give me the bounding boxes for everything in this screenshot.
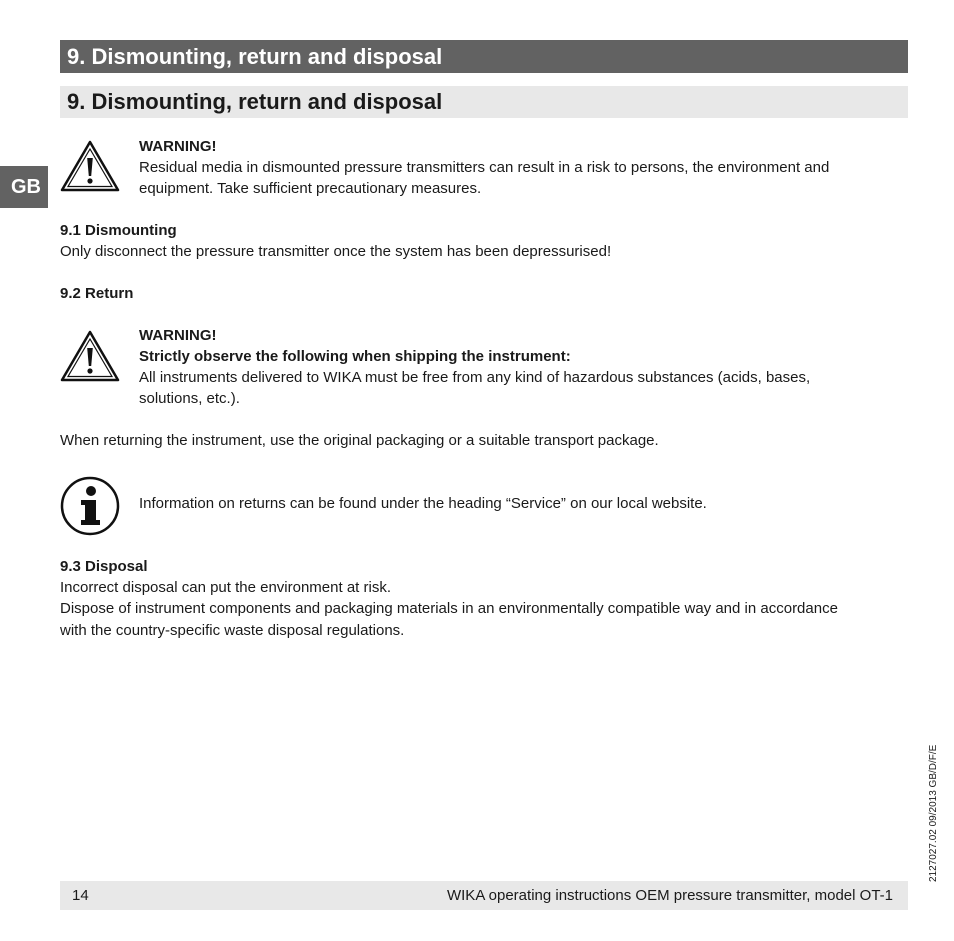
- warning-text-line: solutions, etc.).: [139, 390, 240, 407]
- page-footer: [60, 881, 908, 910]
- info-text: Information on returns can be found under the heading “Service” on our local website.: [139, 495, 707, 512]
- subsection-heading-dismounting: 9.1 Dismounting: [60, 222, 177, 239]
- section-heading: 9. Dismounting, return and disposal: [67, 89, 443, 114]
- subsection-heading-return: 9.2 Return: [60, 285, 134, 302]
- warning-label: WARNING!: [139, 138, 217, 155]
- warning-triangle-icon: [60, 330, 120, 382]
- warning-emphasis: Strictly observe the following when shipping the instrument:: [139, 348, 571, 365]
- language-code: GB: [11, 176, 41, 198]
- page-number: 14: [72, 887, 89, 904]
- section-heading-bar: [60, 86, 908, 118]
- return-text: When returning the instrument, use the original packaging or a suitable transport package.: [60, 432, 659, 449]
- disposal-text-line: with the country-specific waste disposal regulations.: [60, 622, 405, 639]
- disposal-text-line: Dispose of instrument components and packaging materials in an environmentally compatible way and in accordance: [60, 600, 838, 617]
- warning-triangle-icon: [60, 140, 120, 192]
- warning-label: WARNING!: [139, 327, 217, 344]
- warning-text-line: equipment. Take sufficient precautionary measures.: [139, 180, 482, 197]
- subsection-heading-disposal: 9.3 Disposal: [60, 558, 148, 575]
- info-icon: [60, 476, 120, 536]
- warning-text-line: All instruments delivered to WIKA must be free from any kind of hazardous substances (acids, bases,: [139, 369, 811, 386]
- footer-title: WIKA operating instructions OEM pressure transmitter, model OT-1: [446, 887, 893, 904]
- language-tab: [0, 166, 48, 208]
- section-title: 9. Dismounting, return and disposal: [67, 44, 443, 69]
- section-title-bar: [60, 40, 908, 73]
- document-code: 2127027.02 09/2013 GB/D/F/E: [928, 744, 939, 882]
- disposal-text-line: Incorrect disposal can put the environment at risk.: [60, 579, 391, 596]
- dismounting-text: Only disconnect the pressure transmitter once the system has been depressurised!: [60, 243, 612, 260]
- warning-text-line: Residual media in dismounted pressure transmitters can result in a risk to persons, the environment and: [139, 159, 830, 176]
